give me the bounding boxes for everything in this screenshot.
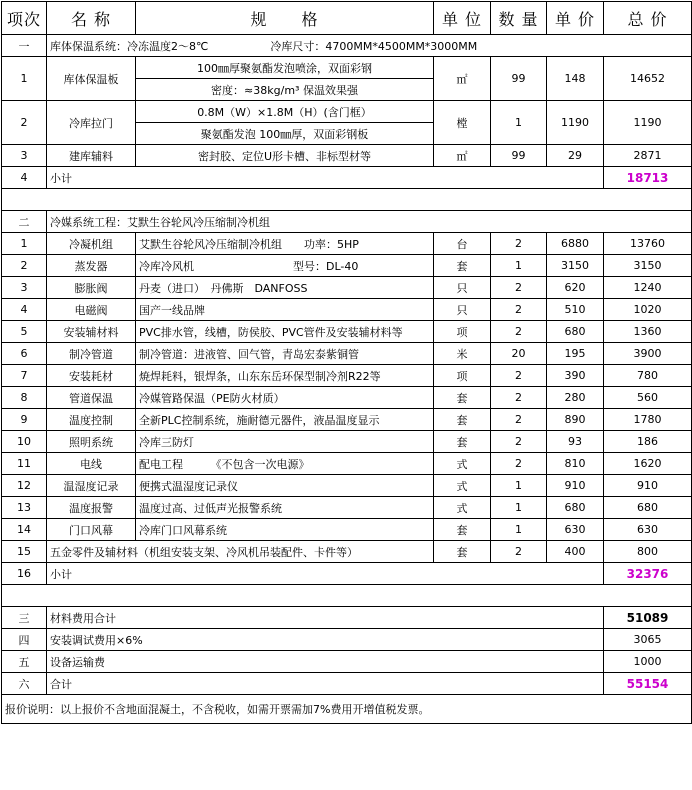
item-price: 890 (547, 409, 604, 431)
item-qty: 2 (491, 453, 547, 475)
table-row (2, 453, 692, 475)
table-row (2, 145, 692, 167)
item-unit: 套 (434, 519, 491, 541)
item-unit: 套 (434, 541, 491, 563)
item-number: 1 (2, 57, 47, 101)
quotation-table (1, 1, 692, 724)
table-row (2, 321, 692, 343)
item-number: 1 (2, 233, 47, 255)
item-number: 12 (2, 475, 47, 497)
table-row (2, 387, 692, 409)
summary-label: 合计 (47, 673, 604, 695)
item-name: 制冷管道 (47, 343, 136, 365)
item-unit: 台 (434, 233, 491, 255)
table-row (2, 519, 692, 541)
item-number: 5 (2, 321, 47, 343)
item-spec: 国产一线品牌 (136, 299, 434, 321)
subtotal-row (2, 563, 692, 585)
header-unit: 单 位 (434, 2, 491, 35)
table-row (2, 541, 692, 563)
header-row (2, 2, 692, 35)
item-spec: PVC排水管，线槽，防侯胶、PVC管件及安装辅材料等 (136, 321, 434, 343)
item-name: 管道保温 (47, 387, 136, 409)
item-number: 14 (2, 519, 47, 541)
item-price: 680 (547, 497, 604, 519)
table-row (2, 255, 692, 277)
summary-row (2, 629, 692, 651)
item-unit: 套 (434, 409, 491, 431)
item-total: 680 (604, 497, 692, 519)
item-price: 680 (547, 321, 604, 343)
item-qty: 1 (491, 519, 547, 541)
item-price: 810 (547, 453, 604, 475)
section-title-text: 库体保温系统：冷冻温度2～8℃ (50, 39, 209, 53)
summary-row (2, 673, 692, 695)
item-qty: 2 (491, 299, 547, 321)
item-total: 1360 (604, 321, 692, 343)
quote-note: 报价说明：以上报价不含地面混凝土，不含税收，如需开票需加7%费用开增值税发票。 (2, 695, 692, 724)
summary-label: 材料费用合计 (47, 607, 604, 629)
item-qty: 2 (491, 321, 547, 343)
summary-row (2, 607, 692, 629)
item-spec: 艾默生谷轮风冷压缩制冷机组 功率：5HP (136, 233, 434, 255)
item-spec: 密度：≈38kg/m³ 保温效果强 (136, 79, 434, 101)
item-name: 库体保温板 (47, 57, 136, 101)
subtotal-value: 32376 (604, 563, 692, 585)
blank-cell (2, 189, 692, 211)
item-price: 400 (547, 541, 604, 563)
item-number: 9 (2, 409, 47, 431)
item-number: 11 (2, 453, 47, 475)
item-total: 186 (604, 431, 692, 453)
summary-number: 四 (2, 629, 47, 651)
subtotal-value: 18713 (604, 167, 692, 189)
subtotal-label: 小计 (47, 167, 604, 189)
item-spec: 制冷管道：进液管、回气管，青岛宏泰紫铜管 (136, 343, 434, 365)
item-total: 780 (604, 365, 692, 387)
header-total: 总 价 (604, 2, 692, 35)
item-name: 冷凝机组 (47, 233, 136, 255)
item-name: 五金零件及辅材料（机组安装支架、冷风机吊装配件、卡件等） (47, 541, 434, 563)
item-unit: ㎡ (434, 145, 491, 167)
table-row (2, 57, 692, 79)
summary-label: 安装调试费用×6% (47, 629, 604, 651)
table-row (2, 101, 692, 123)
item-number: 16 (2, 563, 47, 585)
item-name: 温湿度记录 (47, 475, 136, 497)
item-name: 温度控制 (47, 409, 136, 431)
item-qty: 99 (491, 57, 547, 101)
item-price: 390 (547, 365, 604, 387)
section-title (47, 35, 692, 57)
item-name: 建库辅料 (47, 145, 136, 167)
table-row (2, 299, 692, 321)
item-number: 3 (2, 277, 47, 299)
table-row (2, 233, 692, 255)
item-number: 6 (2, 343, 47, 365)
header-name: 名 称 (47, 2, 136, 35)
header-spec: 规 格 (136, 2, 434, 35)
cold-room-size: 冷库尺寸：4700MM*4500MM*3000MM (270, 39, 478, 53)
section2-rows (2, 233, 692, 563)
item-price: 510 (547, 299, 604, 321)
item-unit: 套 (434, 431, 491, 453)
item-unit: 套 (434, 255, 491, 277)
item-total: 1240 (604, 277, 692, 299)
summary-rows (2, 607, 692, 695)
summary-row (2, 651, 692, 673)
item-price: 1190 (547, 101, 604, 145)
item-total: 1020 (604, 299, 692, 321)
item-spec: 冷库三防灯 (136, 431, 434, 453)
item-spec: 0.8M（W）×1.8M（H）(含门框） (136, 101, 434, 123)
table-row (2, 409, 692, 431)
item-price: 3150 (547, 255, 604, 277)
item-total: 13760 (604, 233, 692, 255)
note-row (2, 695, 692, 724)
section-number: 一 (2, 35, 47, 57)
blank-row (2, 585, 692, 607)
item-unit: 米 (434, 343, 491, 365)
item-total: 14652 (604, 57, 692, 101)
item-qty: 99 (491, 145, 547, 167)
item-total: 800 (604, 541, 692, 563)
item-qty: 2 (491, 233, 547, 255)
item-name: 安装辅材料 (47, 321, 136, 343)
item-price: 280 (547, 387, 604, 409)
item-spec: 冷媒管路保温（PE防火材质） (136, 387, 434, 409)
item-total: 2871 (604, 145, 692, 167)
table-row (2, 475, 692, 497)
item-qty: 20 (491, 343, 547, 365)
blank-row (2, 189, 692, 211)
subtotal-row (2, 167, 692, 189)
section-title-row (2, 35, 692, 57)
item-name: 电磁阀 (47, 299, 136, 321)
item-number: 10 (2, 431, 47, 453)
item-price: 29 (547, 145, 604, 167)
item-spec: 便携式温湿度记录仪 (136, 475, 434, 497)
table-row (2, 365, 692, 387)
item-total: 3150 (604, 255, 692, 277)
summary-value: 55154 (604, 673, 692, 695)
item-qty: 2 (491, 277, 547, 299)
item-price: 6880 (547, 233, 604, 255)
item-spec: 冷库冷风机 型号：DL-40 (136, 255, 434, 277)
table-row (2, 431, 692, 453)
item-number: 7 (2, 365, 47, 387)
item-price: 630 (547, 519, 604, 541)
item-total: 3900 (604, 343, 692, 365)
section-number: 二 (2, 211, 47, 233)
summary-number: 六 (2, 673, 47, 695)
item-spec: 聚氨酯发泡 100㎜厚，双面彩钢板 (136, 123, 434, 145)
summary-number: 三 (2, 607, 47, 629)
item-unit: 式 (434, 453, 491, 475)
summary-value: 51089 (604, 607, 692, 629)
item-name: 门口风幕 (47, 519, 136, 541)
item-price: 195 (547, 343, 604, 365)
item-unit: 只 (434, 299, 491, 321)
item-name: 安装耗材 (47, 365, 136, 387)
item-qty: 2 (491, 431, 547, 453)
item-price: 148 (547, 57, 604, 101)
item-price: 910 (547, 475, 604, 497)
item-spec: 密封胶、定位U形卡槽、非标型材等 (136, 145, 434, 167)
item-total: 1620 (604, 453, 692, 475)
header-price: 单 价 (547, 2, 604, 35)
item-spec: 丹麦（进口） 丹佛斯 DANFOSS (136, 277, 434, 299)
item-qty: 1 (491, 101, 547, 145)
item-number: 2 (2, 255, 47, 277)
item-number: 3 (2, 145, 47, 167)
item-spec: 全新PLC控制系统，施耐德元器件，液晶温度显示 (136, 409, 434, 431)
item-number: 4 (2, 299, 47, 321)
item-qty: 1 (491, 475, 547, 497)
item-number: 2 (2, 101, 47, 145)
item-unit: 项 (434, 321, 491, 343)
item-spec: 温度过高、过低声光报警系统 (136, 497, 434, 519)
item-name: 蒸发器 (47, 255, 136, 277)
item-number: 8 (2, 387, 47, 409)
table-row (2, 277, 692, 299)
item-total: 910 (604, 475, 692, 497)
summary-value: 3065 (604, 629, 692, 651)
subtotal-label: 小计 (47, 563, 604, 585)
item-name: 温度报警 (47, 497, 136, 519)
item-total: 630 (604, 519, 692, 541)
item-unit: 式 (434, 475, 491, 497)
item-unit: 套 (434, 387, 491, 409)
item-total: 1190 (604, 101, 692, 145)
item-price: 93 (547, 431, 604, 453)
item-price: 620 (547, 277, 604, 299)
table-row (2, 343, 692, 365)
item-name: 照明系统 (47, 431, 136, 453)
item-total: 560 (604, 387, 692, 409)
summary-number: 五 (2, 651, 47, 673)
summary-label: 设备运输费 (47, 651, 604, 673)
item-number: 13 (2, 497, 47, 519)
item-unit: 樘 (434, 101, 491, 145)
item-unit: ㎡ (434, 57, 491, 101)
header-item: 项次 (2, 2, 47, 35)
item-spec: 100㎜厚聚氨酯发泡喷涂，双面彩钢 (136, 57, 434, 79)
blank-cell (2, 585, 692, 607)
table-row (2, 497, 692, 519)
item-qty: 1 (491, 497, 547, 519)
header-qty: 数 量 (491, 2, 547, 35)
item-name: 电线 (47, 453, 136, 475)
item-qty: 2 (491, 541, 547, 563)
item-qty: 2 (491, 365, 547, 387)
item-spec: 配电工程 《不包含一次电源》 (136, 453, 434, 475)
item-qty: 2 (491, 409, 547, 431)
item-spec: 焼焊耗料，银焊条，山东东岳环保型制冷剂R22等 (136, 365, 434, 387)
item-qty: 2 (491, 387, 547, 409)
summary-value: 1000 (604, 651, 692, 673)
item-name: 膨胀阀 (47, 277, 136, 299)
item-spec: 冷库门口风幕系统 (136, 519, 434, 541)
item-number: 4 (2, 167, 47, 189)
item-total: 1780 (604, 409, 692, 431)
item-number: 15 (2, 541, 47, 563)
item-unit: 式 (434, 497, 491, 519)
section-title: 冷媒系统工程：艾默生谷轮风冷压缩制冷机组 (47, 211, 692, 233)
item-unit: 只 (434, 277, 491, 299)
item-name: 冷库拉门 (47, 101, 136, 145)
item-qty: 1 (491, 255, 547, 277)
section-title-row (2, 211, 692, 233)
item-unit: 项 (434, 365, 491, 387)
